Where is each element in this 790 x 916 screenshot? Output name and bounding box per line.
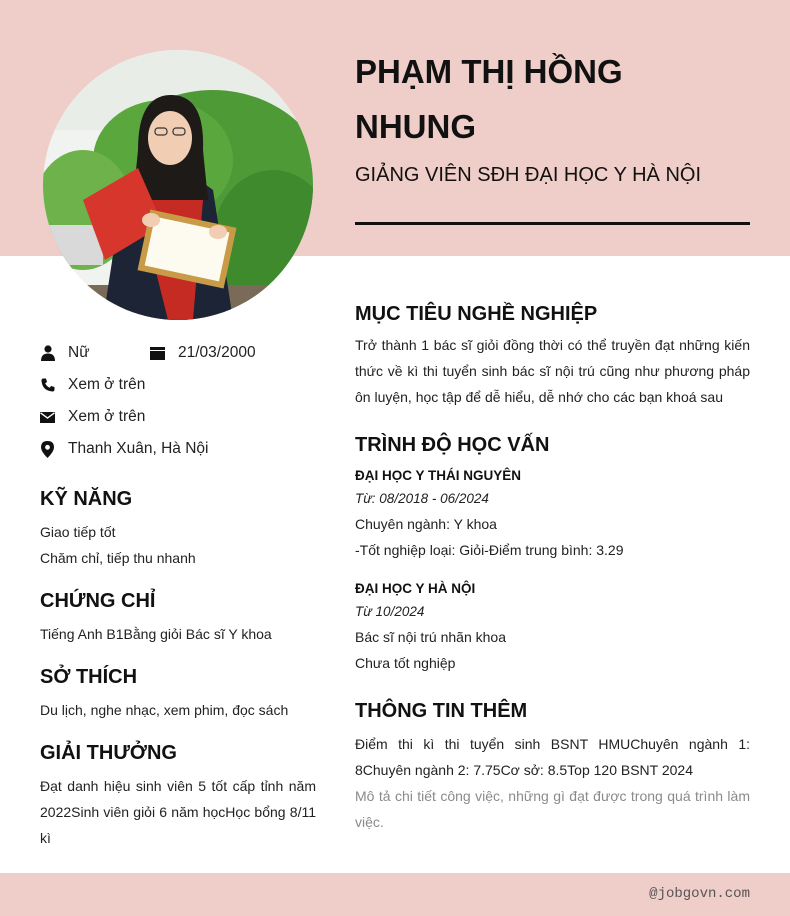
address-value: Thanh Xuân, Hà Nội bbox=[68, 440, 209, 457]
extra-info-heading: THÔNG TIN THÊM bbox=[355, 700, 528, 722]
education-detail: Chưa tốt nghiệp bbox=[355, 655, 456, 671]
awards-heading: GIẢI THƯỞNG bbox=[40, 742, 177, 764]
email-value[interactable]: Xem ở trên bbox=[68, 408, 146, 425]
education-date: Từ 10/2024 bbox=[355, 604, 425, 619]
address-row bbox=[40, 437, 208, 461]
certificates-heading: CHỨNG CHỈ bbox=[40, 590, 156, 612]
gender-value: Nữ bbox=[68, 344, 90, 361]
skill-item: Giao tiếp tốt bbox=[40, 524, 116, 540]
education-school: ĐẠI HỌC Y HÀ NỘI bbox=[355, 581, 476, 596]
email-row bbox=[40, 405, 145, 429]
person-icon bbox=[40, 345, 55, 362]
mail-icon bbox=[40, 409, 55, 426]
objective-heading: MỤC TIÊU NGHỀ NGHIỆP bbox=[355, 303, 598, 325]
gender-row bbox=[40, 341, 90, 365]
phone-row bbox=[40, 373, 145, 397]
birthday-row bbox=[150, 341, 256, 365]
education-date: Từ: 08/2018 - 06/2024 bbox=[355, 491, 489, 506]
skill-item: Chăm chỉ, tiếp thu nhanh bbox=[40, 550, 196, 566]
extra-info-placeholder: Mô tả chi tiết công việc, những gì đạt được trong quá trình làm việc. bbox=[355, 788, 750, 830]
education-detail: Chuyên ngành: Y khoa bbox=[355, 516, 497, 532]
phone-icon bbox=[40, 377, 55, 394]
education-heading: TRÌNH ĐỘ HỌC VẤN bbox=[355, 434, 550, 456]
objective-text: Trở thành 1 bác sĩ giỏi đồng thời có thể truyền đạt những kiến thức về kì thi tuyển sinh bác sĩ nội trú cũng như phương pháp ôn luyện, học tập để dễ hiểu, dễ nhớ cho các bạn khoá sau bbox=[355, 337, 750, 405]
awards-text: Đạt danh hiệu sinh viên 5 tốt cấp tỉnh năm 2022Sinh viên giỏi 6 năm họcHọc bổng 8/11 kì bbox=[40, 778, 316, 846]
location-pin-icon bbox=[40, 441, 55, 458]
phone-value[interactable]: Xem ở trên bbox=[68, 376, 146, 393]
skills-heading: KỸ NĂNG bbox=[40, 488, 133, 510]
extra-info-text: Điểm thi kì thi tuyển sinh BSNT HMUChuyên ngành 1: 8Chuyên ngành 2: 7.75Cơ sở: 8.5Top 120 BSNT 2024 bbox=[355, 736, 750, 778]
education-school: ĐẠI HỌC Y THÁI NGUYÊN bbox=[355, 468, 522, 483]
header-divider bbox=[355, 222, 750, 225]
profile-photo bbox=[43, 50, 313, 320]
certificates-text: Tiếng Anh B1Bằng giỏi Bác sĩ Y khoa bbox=[40, 626, 272, 642]
footer-credit: @jobgovn.com bbox=[649, 886, 750, 902]
education-detail: Bác sĩ nội trú nhãn khoa bbox=[355, 629, 506, 645]
full-name: PHẠM THỊ HỒNG NHUNG bbox=[355, 53, 623, 145]
birthday-value: 21/03/2000 bbox=[178, 344, 256, 361]
hobbies-text: Du lịch, nghe nhạc, xem phim, đọc sách bbox=[40, 702, 289, 718]
education-detail: -Tốt nghiệp loại: Giỏi-Điểm trung bình: 3.29 bbox=[355, 542, 624, 558]
calendar-icon bbox=[150, 345, 165, 362]
job-title: GIẢNG VIÊN SĐH ĐẠI HỌC Y HÀ NỘI bbox=[355, 164, 701, 186]
hobbies-heading: SỞ THÍCH bbox=[40, 666, 138, 688]
